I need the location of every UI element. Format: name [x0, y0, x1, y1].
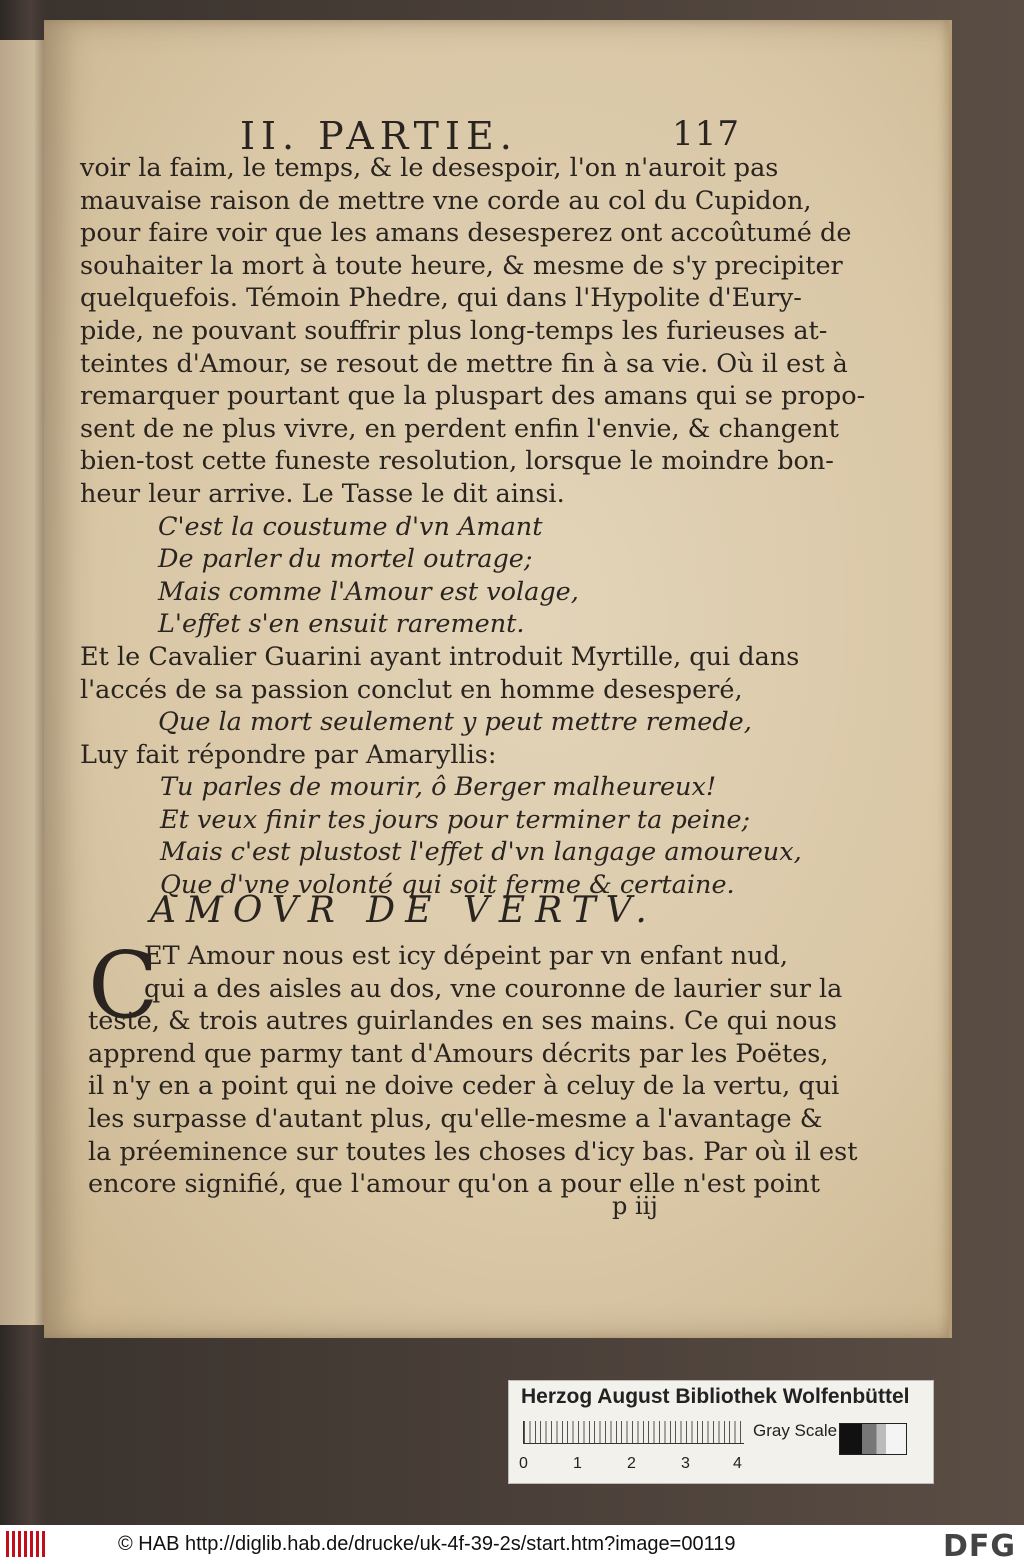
color-calibration-card: [508, 1380, 934, 1484]
text-line: bien-tost cette funeste resolution, lorsque le moindre bon-: [80, 446, 834, 477]
text-line: mauvaise raison de mettre vne corde au col du Cupidon,: [80, 185, 812, 216]
text-line: heur leur arrive. Le Tasse le dit ainsi.: [80, 478, 565, 509]
ruler-number: 1: [573, 1455, 582, 1472]
verse-line: Que la mort seulement y peut mettre remede,: [158, 707, 752, 738]
text-line: la préeminence sur toutes les choses d'icy bas. Par où il est: [88, 1136, 858, 1167]
ruler-number: 4: [733, 1455, 742, 1472]
text-line: encore signifié, que l'amour qu'on a pour elle n'est point: [88, 1169, 820, 1200]
footer-bar: [0, 1525, 1024, 1564]
verse-line: De parler du mortel outrage;: [158, 544, 533, 575]
text-line: voir la faim, le temps, & le desespoir, l'on n'auroit pas: [80, 153, 779, 183]
text-line: qui a des aisles au dos, vne couronne de laurier sur la: [144, 973, 843, 1004]
gray-scale-label: Gray Scale: [753, 1421, 838, 1440]
page-number: 117: [672, 114, 740, 154]
section-text: [88, 932, 858, 1201]
verse-line: Mais comme l'Amour est volage,: [158, 576, 579, 607]
main-text: [80, 152, 866, 902]
text-line: teste, & trois autres guirlandes en ses mains. Ce qui nous: [88, 1006, 837, 1037]
drop-cap: C: [88, 932, 159, 1039]
text-line: l'accés de sa passion conclut en homme desesperé,: [80, 674, 743, 705]
facing-page-edge: [0, 40, 48, 1325]
ruler-scale: [523, 1421, 744, 1444]
text-line: Luy fait répondre par Amaryllis:: [80, 739, 497, 770]
ruler-number: 0: [519, 1455, 528, 1472]
gray-scale-swatch: [839, 1423, 907, 1455]
running-head-title: II. PARTIE.: [240, 114, 518, 158]
verse-line: Mais c'est plustost l'effet d'vn langage amoureux,: [160, 837, 802, 868]
ruler-number: 3: [681, 1455, 690, 1472]
text-line: teintes d'Amour, se resout de mettre fin à sa vie. Où il est à: [80, 348, 848, 379]
section-title: AMOVR DE VERTV.: [150, 890, 657, 931]
verse-line: C'est la coustume d'vn Amant: [158, 511, 543, 542]
footer-copyright-link[interactable]: © HAB http://diglib.hab.de/drucke/uk-4f-39-2s/start.htm?image=00119: [118, 1533, 736, 1555]
text-line: souhaiter la mort à toute heure, & mesme de s'y precipiter: [80, 250, 843, 281]
text-line: ET Amour nous est icy dépeint par vn enfant nud,: [144, 941, 788, 971]
text-line: Et le Cavalier Guarini ayant introduit Myrtille, qui dans: [80, 641, 800, 672]
verse-line: L'effet s'en ensuit rarement.: [158, 609, 525, 640]
text-line: sent de ne plus vivre, en perdent enfin l'envie, & changent: [80, 413, 839, 444]
text-line: apprend que parmy tant d'Amours décrits par les Poëtes,: [88, 1038, 829, 1069]
dfg-logo: DFG: [942, 1529, 1016, 1564]
verse-line: Que d'vne volonté qui soit ferme & certaine.: [160, 870, 735, 901]
text-line: remarquer pourtant que la pluspart des amans qui se propo-: [80, 381, 866, 412]
text-line: les surpasse d'autant plus, qu'elle-mesme a l'avantage &: [88, 1103, 823, 1134]
signature-mark: p iij: [612, 1192, 658, 1220]
text-line: pour faire voir que les amans desesperez ont accoûtumé de: [80, 218, 852, 249]
text-line: il n'y en a point qui ne doive ceder à celuy de la vertu, qui: [88, 1071, 840, 1102]
text-line: quelquefois. Témoin Phedre, qui dans l'Hypolite d'Eury-: [80, 283, 802, 314]
verse-line: Et veux finir tes jours pour terminer ta peine;: [160, 804, 751, 835]
library-name: Herzog August Bibliothek Wolfenbüttel: [521, 1385, 910, 1408]
ruler-number: 2: [627, 1455, 636, 1472]
verse-line: Tu parles de mourir, ô Berger malheureux!: [160, 772, 717, 803]
hab-logo-icon: [6, 1531, 46, 1557]
text-line: pide, ne pouvant souffrir plus long-temps les furieuses at-: [80, 315, 828, 346]
